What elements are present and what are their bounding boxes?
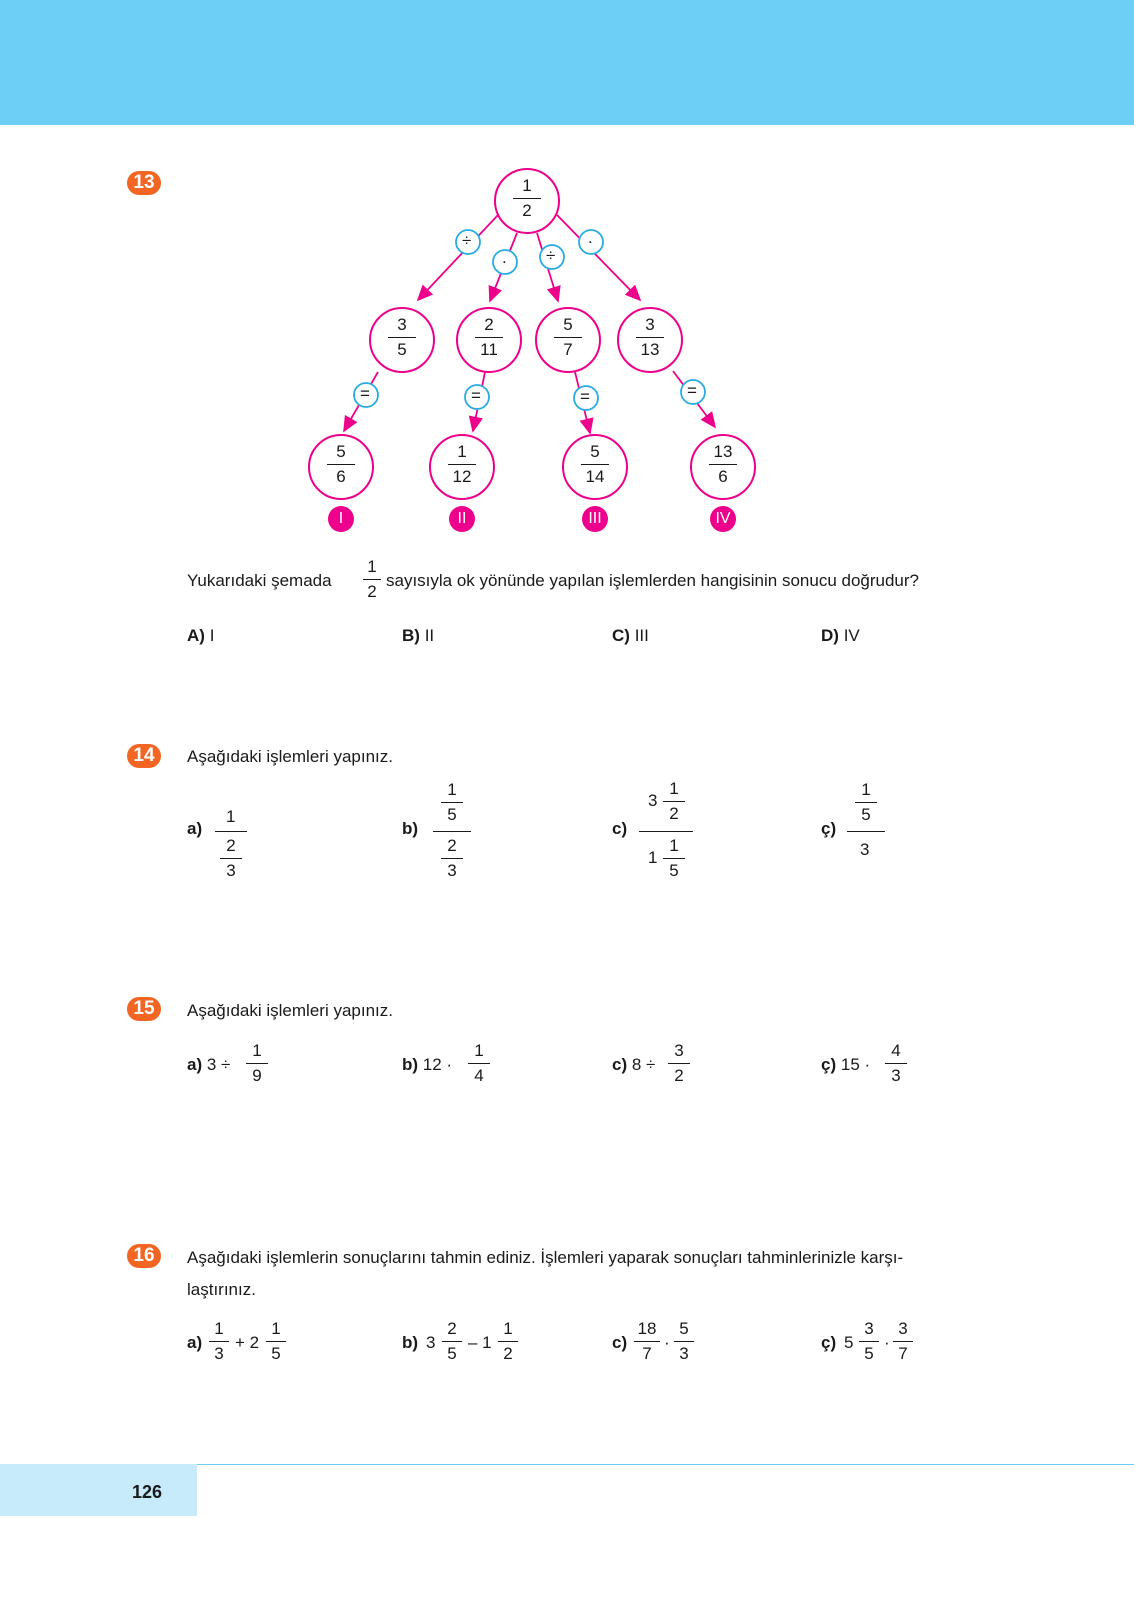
roman-label-1: I [328,506,354,532]
q14b-bottom-fraction: 2 3 [441,836,463,881]
arrow-root-to-1 [418,215,498,300]
root-fraction: 1 2 [513,176,541,221]
footer-rule [197,1464,1134,1465]
bot-fraction-2: 1 12 [448,442,476,487]
q15-item-b: b) 12 · [402,1055,453,1074]
q16c-fraction-2: 5 3 [674,1319,694,1364]
q16a-fraction-1: 1 3 [209,1319,229,1364]
op-equals-1: = [360,384,370,403]
q14c-top-fraction: 1 2 [663,779,685,824]
q16b-fraction-1: 2 5 [442,1319,462,1364]
q14-instruction: Aşağıdaki işlemleri yapınız. [187,747,393,766]
q14d-top-fraction: 1 5 [855,780,877,825]
option-c[interactable]: C) III [612,626,649,645]
op-divide-1: ÷ [462,231,472,250]
q16b-whole: 3 [426,1333,436,1352]
q15-item-c: c) 8 ÷ [612,1055,656,1074]
q14d-main-bar [847,831,885,832]
mid-fraction-3: 5 7 [554,315,582,360]
option-b[interactable]: B) II [402,626,435,645]
question-number-15: 15 [127,997,161,1021]
question-number-13: 13 [127,171,161,195]
q16d-fraction-2: 3 7 [893,1319,913,1364]
roman-label-4: IV [710,506,736,532]
q14a-top: 1 [226,807,236,826]
q14-label-c-cedilla: ç) [821,819,837,838]
q13-question-start: Yukarıdaki şemada [187,571,332,590]
mid-fraction-2: 2 11 [475,315,503,360]
op-dot-2: . [502,248,507,267]
bot-fraction-1: 5 6 [327,442,355,487]
roman-label-3: III [582,506,608,532]
bot-fraction-4: 13 6 [709,442,737,487]
q13-question-end: sayısıyla ok yönünde yapılan işlemlerden hangisinin sonucu doğrudur? [386,571,920,590]
q15b-fraction: 1 4 [468,1041,490,1086]
q16-instruction-line1: Aşağıdaki işlemlerin sonuçlarını tahmin ediniz. İşlemleri yaparak sonuçları tahminlerinizle karşı- [187,1248,904,1267]
q16d-whole: 5 [844,1333,854,1352]
q15-instruction: Aşağıdaki işlemleri yapınız. [187,1001,393,1020]
q14b-main-bar [433,831,471,832]
q16a-fraction-2: 1 5 [266,1319,286,1364]
q13-question-fraction: 1 2 [363,557,381,602]
q15a-fraction: 1 9 [246,1041,268,1086]
op-dot-4: . [588,228,593,247]
q14a-main-bar [215,831,247,832]
q16b-op: – 1 [468,1333,492,1352]
q16-label-a: a) [187,1333,203,1352]
q14c-main-bar [639,831,693,832]
question-number-16: 16 [127,1244,161,1268]
q15-item-d: ç) 15 · [821,1055,871,1074]
op-equals-2: = [471,386,481,405]
q14a-bottom-fraction: 2 3 [220,836,242,881]
roman-label-2: II [449,506,475,532]
q15c-fraction: 3 2 [668,1041,690,1086]
question-number-14: 14 [127,744,161,768]
op-divide-3: ÷ [546,246,556,265]
q16b-fraction-2: 1 2 [498,1319,518,1364]
option-d[interactable]: D) IV [821,626,860,645]
page-number: 126 [132,1482,163,1502]
q16d-fraction-1: 3 5 [859,1319,879,1364]
footer-page-box [0,1464,197,1516]
q16a-op: + 2 [235,1333,260,1352]
q16-label-c: c) [612,1333,628,1352]
q14-label-c: c) [612,819,628,838]
q16-instruction-line2: laştırınız. [187,1280,256,1299]
q16c-fraction-1: 18 7 [634,1319,660,1364]
q14c-bottom-whole: 1 [648,848,658,867]
q14c-top-whole: 3 [648,791,658,810]
q14-label-b: b) [402,819,419,838]
bot-fraction-3: 5 14 [581,442,609,487]
q14c-bottom-fraction: 1 5 [663,836,685,881]
op-equals-3: = [580,387,590,406]
q16d-op: · [884,1333,890,1352]
op-equals-4: = [687,381,697,400]
q15-item-a: a) 3 ÷ [187,1055,231,1074]
mid-fraction-4: 3 13 [636,315,664,360]
q14-label-a: a) [187,819,203,838]
q14b-top-fraction: 1 5 [441,780,463,825]
fraction-tree-diagram [0,0,1134,560]
q16-label-c-cedilla: ç) [821,1333,837,1352]
arrow-root-to-4 [557,215,640,300]
mid-fraction-1: 3 5 [388,315,416,360]
q14d-bottom: 3 [860,840,870,859]
q16-label-b: b) [402,1333,419,1352]
option-a[interactable]: A) I [187,626,215,645]
q16c-op: · [664,1333,670,1352]
q15d-fraction: 4 3 [885,1041,907,1086]
